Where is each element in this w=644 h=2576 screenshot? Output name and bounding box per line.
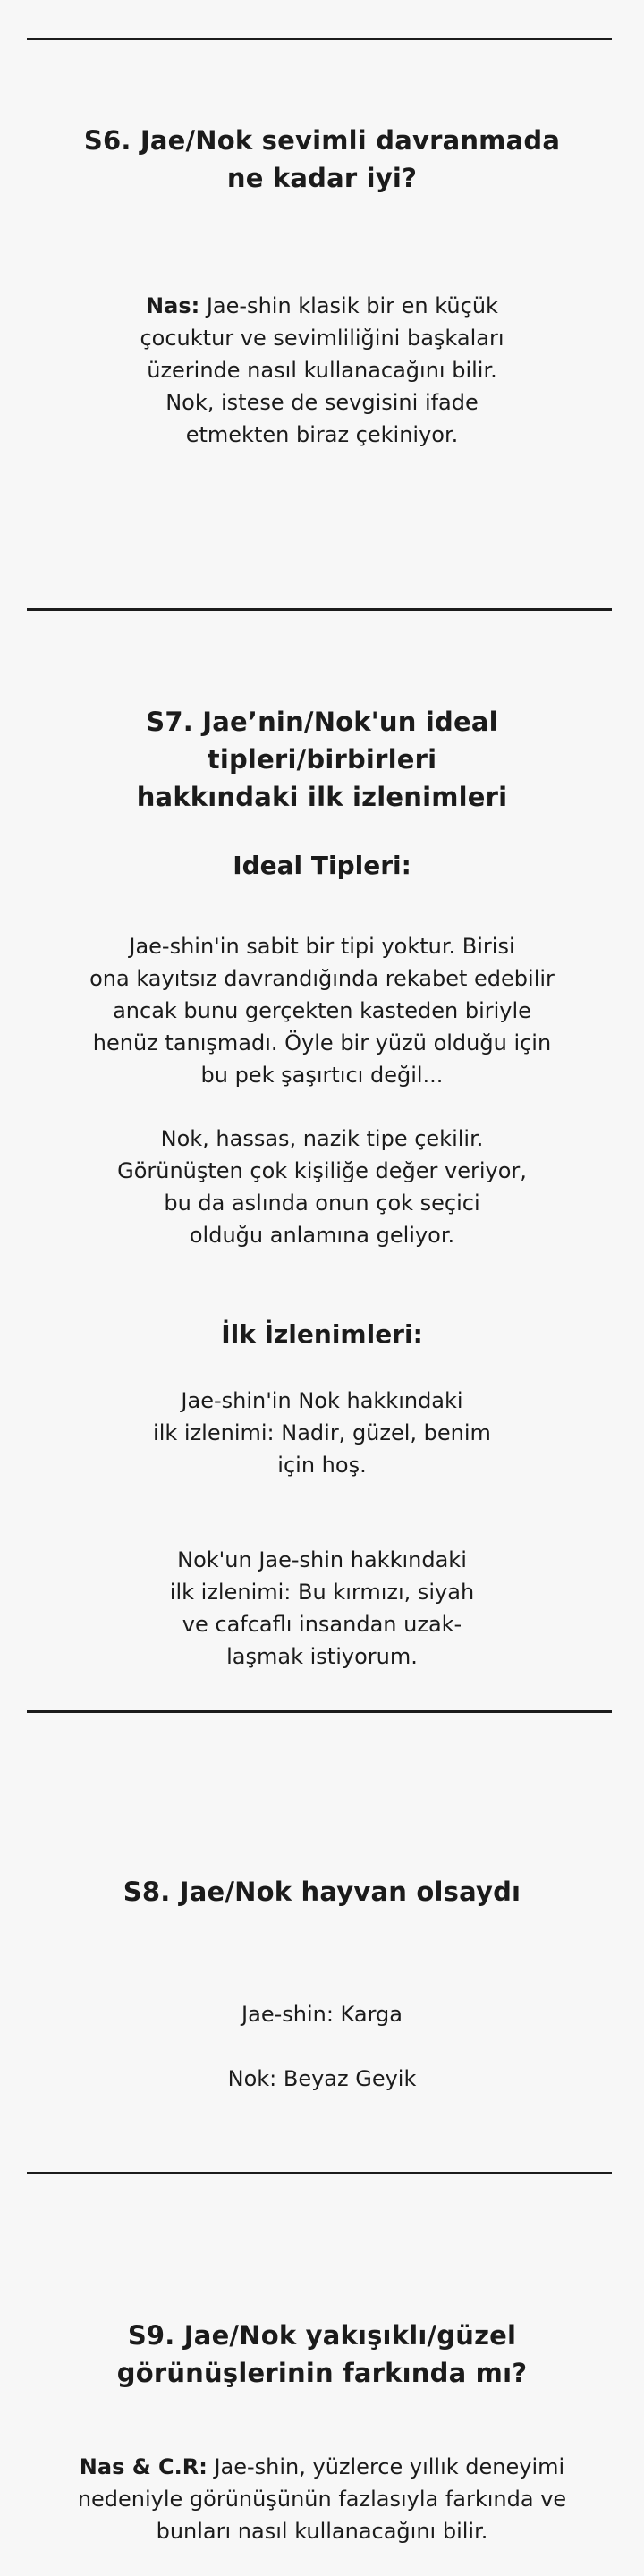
s7-question <box>36 703 608 816</box>
s7-first-paragraph-1: Jae-shin'in Nok hakkındaki ilk izlenimi: Nadir, güzel, benim için hoş. <box>153 1388 491 1478</box>
s7-first-paragraph-2: Nok'un Jae-shin hakkındaki ilk izlenimi: Bu kırmızı, siyah ve cafcaflı insandan uzak- laşmak istiyorum. <box>169 1547 475 1669</box>
s9-answer-text: Jae-shin, yüzlerce yıllık deneyimi nedeniyle görünüşünün fazlasıyla farkında ve bunları nasıl kullanacağını bilir. <box>77 2454 567 2544</box>
divider-top <box>27 38 612 40</box>
s8-line-nok: Nok: Beyaz Geyik <box>227 2066 417 2091</box>
divider-s8 <box>27 1710 612 1713</box>
s7-ideal-paragraph-1: Jae-shin'in sabit bir tipi yoktur. Birisi ona kayıtsız davrandığında rekabet edebilir ancak bunu gerçekten kasteden biriyle henüz tanışmadı. Öyle bir yüzü olduğu için bu pek şaşırtıcı değil... <box>89 934 555 1088</box>
s8-answers <box>36 1966 608 2127</box>
s6-speaker: Nas: <box>146 293 200 318</box>
s9-speaker: Nas & C.R: <box>79 2454 208 2479</box>
s7-first-heading: İlk İzlenimleri: <box>221 1319 423 1349</box>
s9-question-line2: görünüşlerinin farkında mı? <box>116 2358 528 2388</box>
s7-ideal-heading: Ideal Tipleri: <box>233 851 411 880</box>
s7-question-line2: hakkındaki ilk izlenimleri <box>136 782 508 812</box>
s6-question-line2: ne kadar iyi? <box>226 163 418 193</box>
s7-question-line1: S7. Jae’nin/Nok'un ideal tipleri/birbirleri <box>146 707 498 775</box>
divider-s7 <box>27 608 612 611</box>
s6-question <box>36 122 608 197</box>
s8-line-jae: Jae-shin: Karga <box>242 2002 402 2027</box>
s6-answer <box>36 290 608 451</box>
s6-question-line1: S6. Jae/Nok sevimli davranmada <box>83 125 561 156</box>
s9-answer <box>36 2451 608 2547</box>
s9-question-line1: S9. Jae/Nok yakışıklı/güzel <box>127 2320 517 2351</box>
s7-ideal-paragraph-2: Nok, hassas, nazik tipe çekilir. Görünüşten çok kişiliğe değer veriyor, bu da aslında onun çok seçici olduğu anlamına geliyor. <box>117 1126 527 1248</box>
divider-s9 <box>27 2172 612 2174</box>
s6-answer-text: Jae-shin klasik bir en küçük çocuktur ve sevimliliğini başkaları üzerinde nasıl kullanacağını bilir. Nok, istese de sevgisini ifade etmekten biraz çekiniyor. <box>140 293 504 447</box>
s9-question <box>36 2317 608 2392</box>
s8-question: S8. Jae/Nok hayvan olsaydı <box>123 1877 521 1907</box>
